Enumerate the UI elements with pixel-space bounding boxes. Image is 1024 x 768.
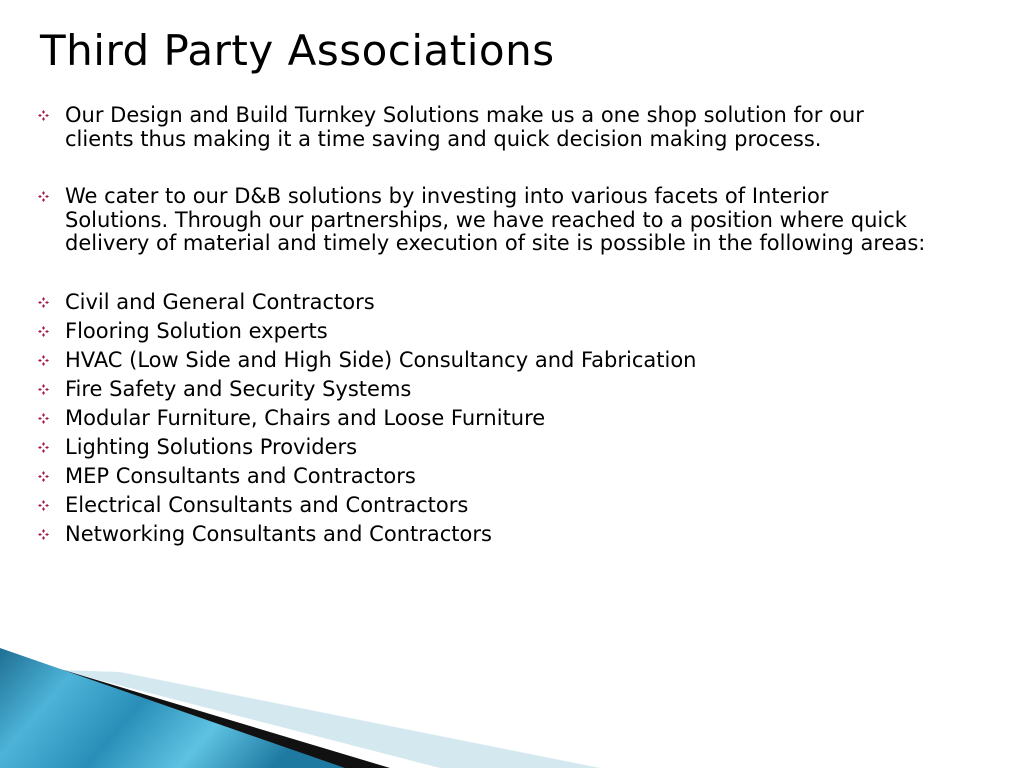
four-diamond-bullet-icon bbox=[38, 523, 65, 540]
paragraph-text: We cater to our D&B solutions by investing into various facets of Interior Solutions. Through our partnerships, we have reached to a position where quick delivery of material and timely execution of site is possible in the following areas: bbox=[65, 184, 926, 255]
list-item bbox=[38, 291, 938, 315]
list-item bbox=[38, 349, 938, 373]
four-diamond-bullet-icon bbox=[38, 320, 65, 337]
bullet-paragraph bbox=[38, 185, 938, 256]
four-diamond-bullet-icon bbox=[38, 407, 65, 424]
list-item-text: Electrical Consultants and Contractors bbox=[65, 492, 469, 517]
list-item bbox=[38, 523, 938, 547]
paragraph-text: Our Design and Build Turnkey Solutions make us a one shop solution for our clients thus making it a time saving and quick decision making process. bbox=[65, 103, 864, 151]
four-diamond-bullet-icon bbox=[38, 436, 65, 453]
swoosh-dark bbox=[20, 660, 390, 768]
list-item-text: Modular Furniture, Chairs and Loose Furniture bbox=[65, 405, 546, 430]
list-item bbox=[38, 494, 938, 518]
list-item-text: Flooring Solution experts bbox=[65, 318, 328, 343]
list-item bbox=[38, 320, 938, 344]
bullet-list bbox=[38, 104, 938, 552]
four-diamond-bullet-icon bbox=[38, 291, 65, 308]
list-item bbox=[38, 407, 938, 431]
list-item-text: Civil and General Contractors bbox=[65, 289, 375, 314]
list-item-text: Lighting Solutions Providers bbox=[65, 434, 358, 459]
slide-title: Third Party Associations bbox=[40, 26, 555, 75]
four-diamond-bullet-icon bbox=[38, 185, 65, 202]
list-item-text: Networking Consultants and Contractors bbox=[65, 521, 492, 546]
list-item-text: Fire Safety and Security Systems bbox=[65, 376, 412, 401]
list-item bbox=[38, 378, 938, 402]
swoosh-light bbox=[60, 670, 600, 768]
four-diamond-bullet-icon bbox=[38, 349, 65, 366]
list-item-text: HVAC (Low Side and High Side) Consultancy and Fabrication bbox=[65, 347, 697, 372]
list-item-text: MEP Consultants and Contractors bbox=[65, 463, 416, 488]
four-diamond-bullet-icon bbox=[38, 378, 65, 395]
bullet-paragraph bbox=[38, 104, 938, 151]
four-diamond-bullet-icon bbox=[38, 465, 65, 482]
swoosh-blue bbox=[0, 648, 345, 768]
list-item bbox=[38, 465, 938, 489]
four-diamond-bullet-icon bbox=[38, 494, 65, 511]
list-item bbox=[38, 436, 938, 460]
four-diamond-bullet-icon bbox=[38, 104, 65, 121]
